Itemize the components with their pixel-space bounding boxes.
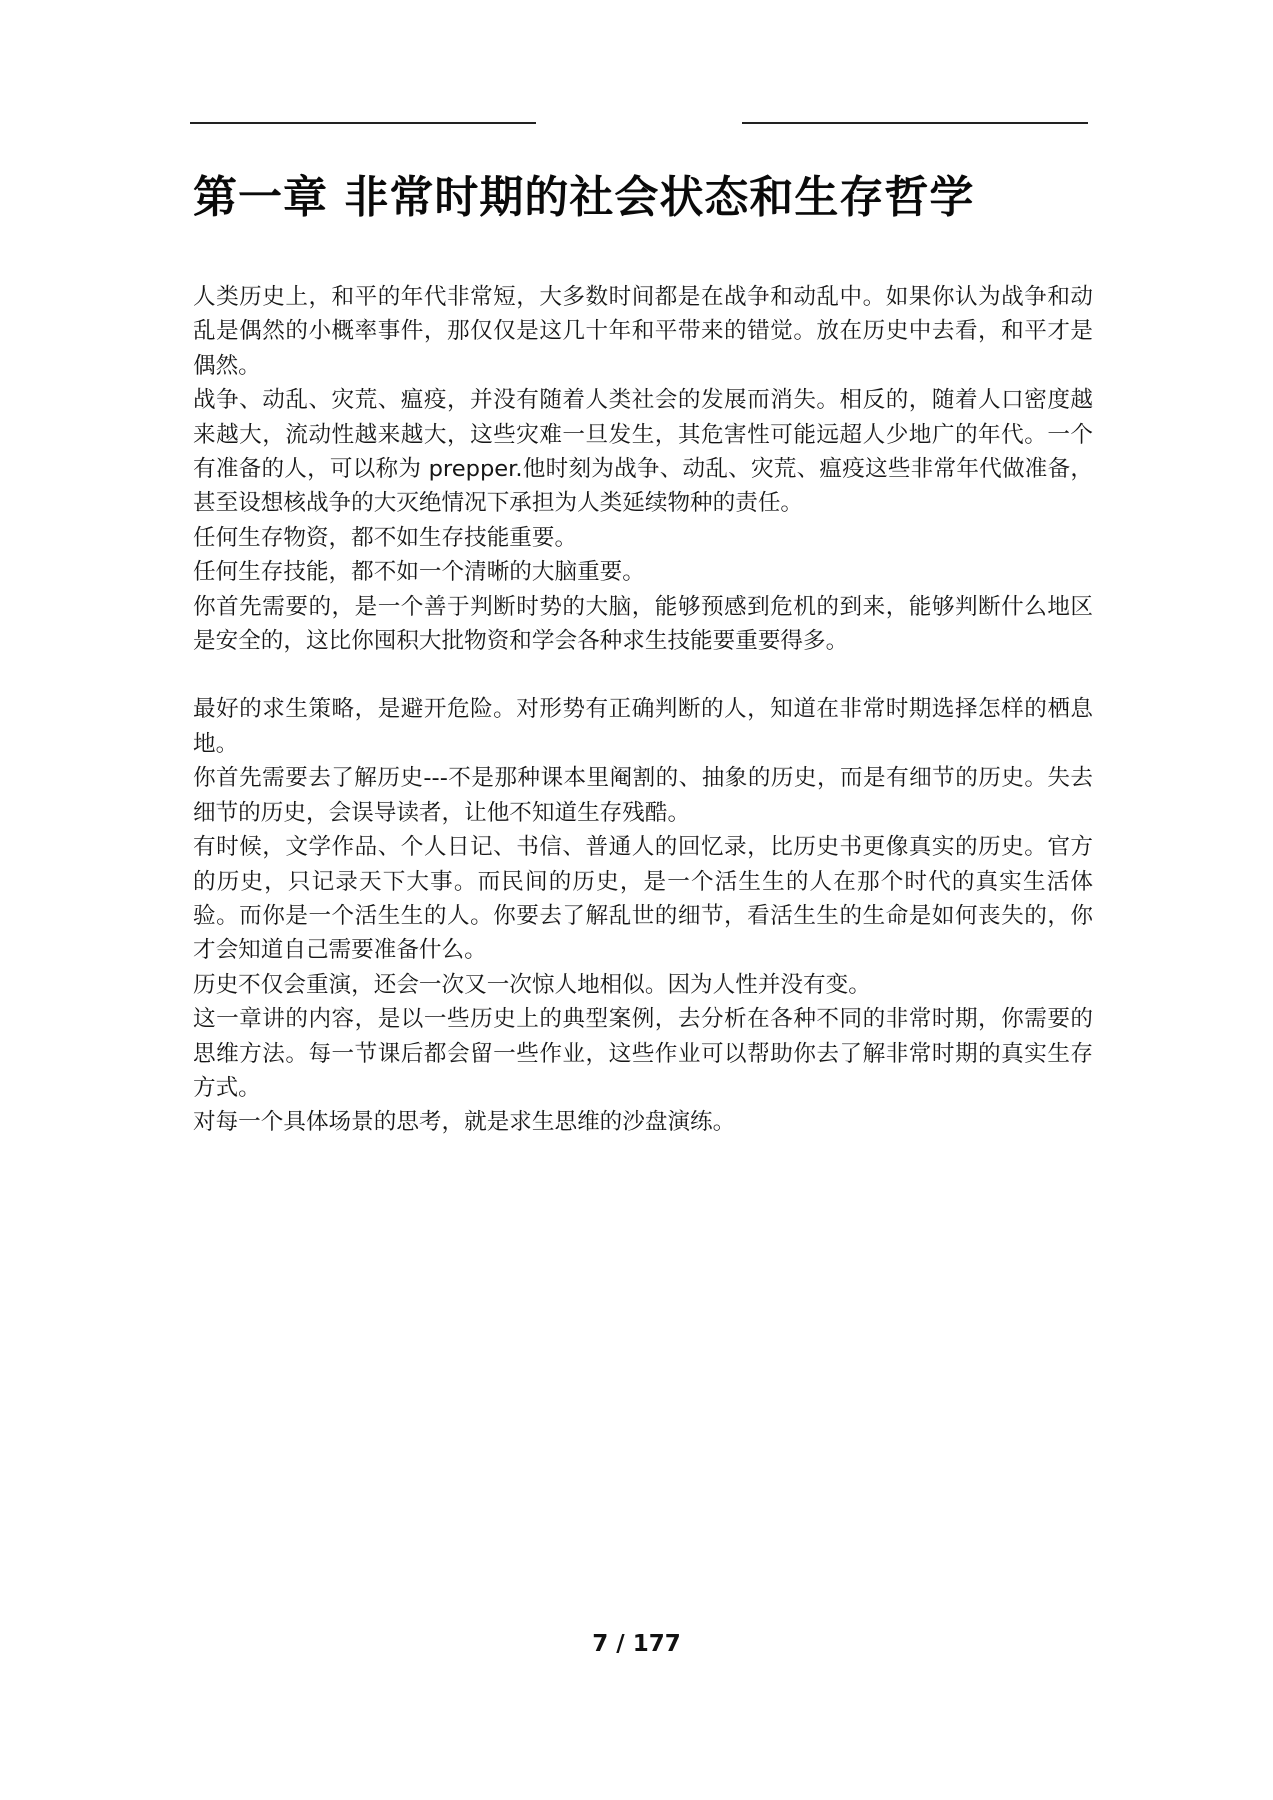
page-number: 7 / 177 — [592, 1631, 681, 1657]
paragraph: 任何生存物资，都不如生存技能重要。 — [193, 524, 578, 551]
paragraph: 任何生存技能，都不如一个清晰的大脑重要。 — [193, 559, 645, 586]
chapter-title: 第一章 非常时期的社会状态和生存哲学 — [193, 172, 975, 223]
chapter-body — [193, 280, 1093, 1140]
paragraph: 最好的求生策略，是避开危险。对形势有正确判断的人，知道在非常时期选择怎样的栖息地。 — [193, 696, 1093, 757]
paragraph: 有时候，文学作品、个人日记、书信、普通人的回忆录，比历史书更像真实的历史。官方的历史，只记录天下大事。而民间的历史，是一个活生生的人在那个时代的真实生活体验。而你是一个活生生的人。你要去了解乱世的细节，看活生生的生命是如何丧失的，你才会知道自己需要准备什么。 — [193, 834, 1093, 964]
paragraph: 战争、动乱、灾荒、瘟疫，并没有随着人类社会的发展而消失。相反的，随着人口密度越来越大，流动性越来越大，这些灾难一旦发生，其危害性可能远超人少地广的年代。一个有准备的人，可以称为 prepper.他时刻为战争、动乱、灾荒、瘟疫这些非常年代做准备，甚至设想核战争的大灭绝情况下承担为人类延续物种的责任。 — [193, 387, 1093, 517]
paragraph-gap — [193, 658, 1093, 692]
paragraph: 你首先需要去了解历史---不是那种课本里阉割的、抽象的历史，而是有细节的历史。失去细节的历史，会误导读者，让他不知道生存残酷。 — [193, 765, 1093, 826]
header-rule-right — [742, 122, 1088, 124]
paragraph: 对每一个具体场景的思考，就是求生思维的沙盘演练。 — [193, 1109, 736, 1136]
paragraph: 历史不仅会重演，还会一次又一次惊人地相似。因为人性并没有变。 — [193, 971, 871, 998]
paragraph: 人类历史上，和平的年代非常短，大多数时间都是在战争和动乱中。如果你认为战争和动乱是偶然的小概率事件，那仅仅是这几十年和平带来的错觉。放在历史中去看，和平才是偶然。 — [193, 284, 1093, 379]
paragraph: 你首先需要的，是一个善于判断时势的大脑，能够预感到危机的到来，能够判断什么地区是安全的，这比你囤积大批物资和学会各种求生技能要重要得多。 — [193, 593, 1093, 655]
paragraph: 这一章讲的内容，是以一些历史上的典型案例，去分析在各种不同的非常时期，你需要的思维方法。每一节课后都会留一些作业，这些作业可以帮助你去了解非常时期的真实生存方式。 — [193, 1006, 1093, 1101]
header-rule-left — [190, 122, 536, 124]
